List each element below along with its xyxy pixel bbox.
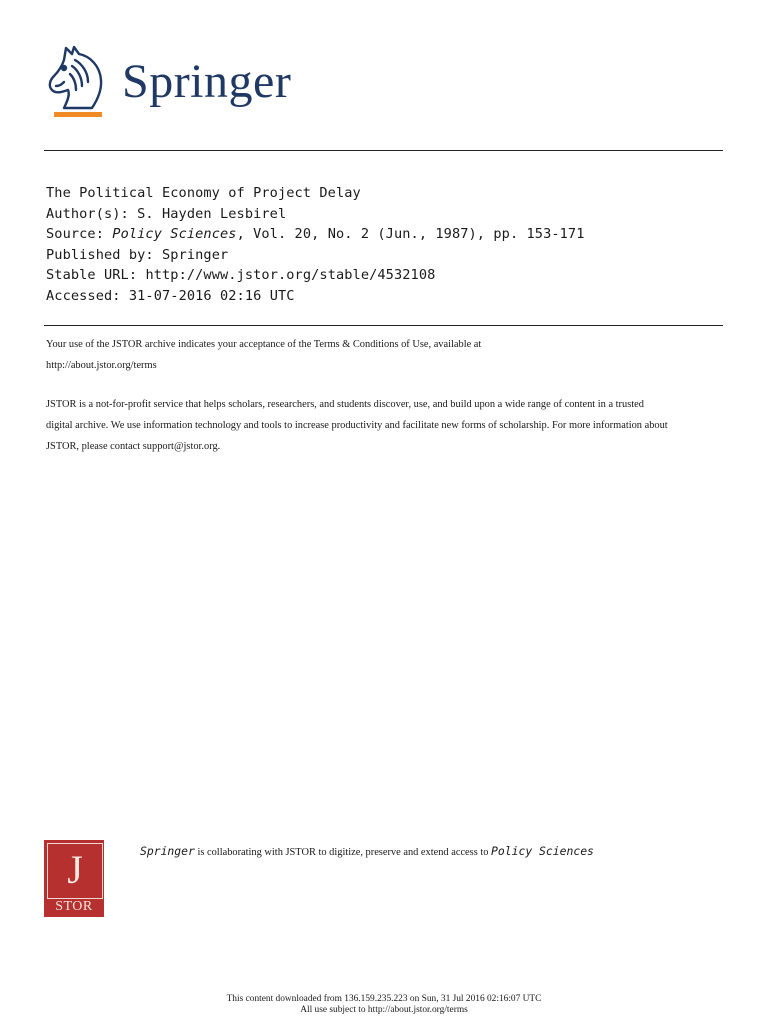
source-line [46,224,726,245]
jstor-logo-letter: J [67,847,83,892]
jstor-logo-frame [47,843,103,899]
terms-section [46,334,726,457]
description-line-3: JSTOR, please contact support@jstor.org. [46,441,221,452]
collab-journal: Policy Sciences [491,844,594,858]
jstor-logo-word: STOR [55,899,93,914]
springer-logo [44,44,334,124]
footer-line-1: This content downloaded from 136.159.235.223 on Sun, 31 Jul 2016 02:16:07 UTC [226,994,542,1004]
collab-publisher: Springer [140,844,195,858]
citation-block [46,183,726,307]
jstor-logo [44,840,104,917]
accessed-line [46,286,726,307]
publisher-line [46,245,726,266]
stable-url-link[interactable]: http://www.jstor.org/stable/4532108 [145,267,436,284]
article-title: The Political Economy of Project Delay [46,185,361,201]
springer-wordmark: Springer [122,55,292,108]
middle-divider [44,325,723,326]
collaboration-note [140,840,740,859]
source-label: Source: [46,226,104,243]
source-details: , Vol. 20, No. 2 (Jun., 1987), pp. 153-171 [236,226,585,243]
authors-value: S. Hayden Lesbirel [137,205,287,222]
accessed-label: Accessed: [46,287,121,304]
stable-url-line [46,265,726,286]
authors-label: Author(s): [46,205,129,222]
stable-url-label: Stable URL: [46,267,138,284]
horse-head-icon [44,44,108,110]
terms-link[interactable]: http://about.jstor.org/terms [46,360,157,371]
download-footer [0,994,768,1015]
terms-line-1: Your use of the JSTOR archive indicates your acceptance of the Terms & Conditions of Use, available at [46,339,482,350]
top-divider [44,150,723,151]
authors-line [46,204,726,225]
collab-text: is collaborating with JSTOR to digitize, preserve and extend access to [194,847,492,858]
jstor-description [46,394,726,457]
description-line-1: JSTOR is a not-for-profit service that helps scholars, researchers, and students discover, use, and build upon a wide range of content in a trusted [46,399,644,410]
description-line-2: digital archive. We use information technology and tools to increase productivity and facilitate new forms of scholarship. For more information about [46,420,668,431]
published-label: Published by: [46,246,154,263]
accessed-value: 31-07-2016 02:16 UTC [128,287,295,304]
published-value: Springer [162,246,229,263]
logo-accent-bar [54,112,102,117]
footer-line-2: All use subject to http://about.jstor.org/terms [300,1004,468,1015]
source-journal: Policy Sciences [112,226,237,243]
